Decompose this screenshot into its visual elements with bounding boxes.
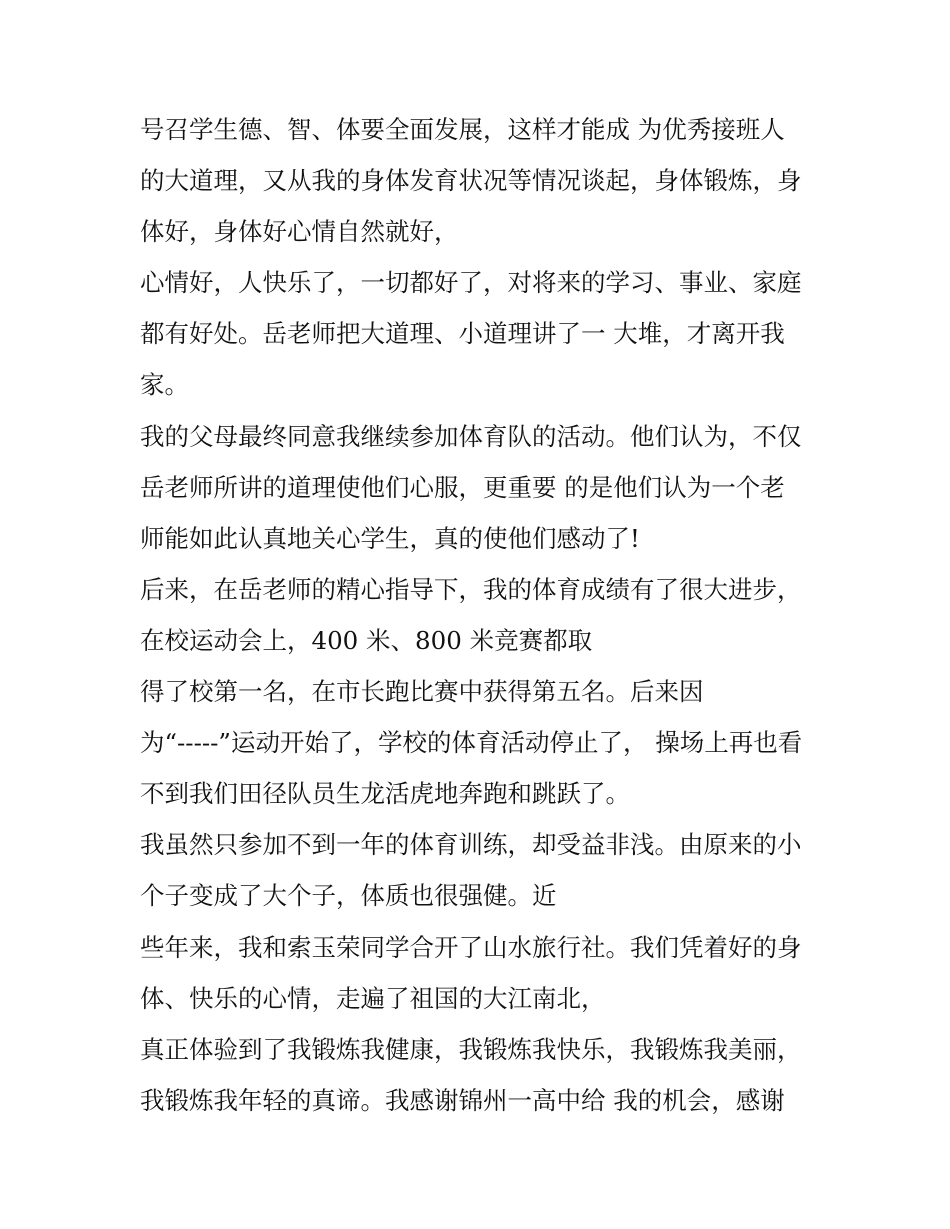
text-line-5: 都有好处。岳老师把大道理、小道理讲了一 大堆，才离开我 bbox=[140, 319, 785, 349]
text-line-7: 我的父母最终同意我继续参加体育队的活动。他们认为，不仅 bbox=[140, 421, 802, 451]
body-text bbox=[140, 104, 820, 1126]
text-line-3: 体好，身体好心情自然就好， bbox=[140, 217, 459, 247]
text-line-15: 我虽然只参加不到一年的体育训练，却受益非浅。由原来的小 bbox=[140, 830, 802, 860]
text-line-19: 真正体验到了我锻炼我健康，我锻炼我快乐，我锻炼我美丽， bbox=[140, 1034, 802, 1064]
text-line-11: 在校运动会上，400 米、800 米竞赛都取 bbox=[140, 625, 593, 655]
text-line-14: 不到我们田径队员生龙活虎地奔跑和跳跃了。 bbox=[140, 779, 630, 809]
text-line-17: 些年来，我和索玉荣同学合开了山水旅行社。我们凭着好的身 bbox=[140, 932, 802, 962]
text-line-13: 为“-----”运动开始了，学校的体育活动停止了， 操场上再也看 bbox=[140, 728, 803, 758]
text-line-9: 师能如此认真地关心学生，真的使他们感动了! bbox=[140, 523, 640, 553]
text-line-4: 心情好，人快乐了，一切都好了，对将来的学习、事业、家庭 bbox=[140, 268, 802, 298]
text-line-1: 号召学生德、智、体要全面发展，这样才能成 为优秀接班人 bbox=[140, 115, 785, 144]
text-line-12: 得了校第一名，在市长跑比赛中获得第五名。后来因 bbox=[140, 677, 704, 707]
text-line-6: 家。 bbox=[140, 370, 189, 400]
text-line-10: 后来，在岳老师的精心指导下，我的体育成绩有了很大进步， bbox=[140, 574, 802, 604]
text-line-18: 体、快乐的心情，走遍了祖国的大江南北， bbox=[140, 983, 606, 1013]
text-line-20: 我锻炼我年轻的真谛。我感谢锦州一高中给 我的机会，感谢 bbox=[140, 1085, 785, 1115]
text-line-16: 个子变成了大个子，体质也很强健。近 bbox=[140, 881, 557, 911]
text-line-2: 的大道理，又从我的身体发育状况等情况谈起，身体锻炼，身 bbox=[140, 166, 802, 196]
text-line-8: 岳老师所讲的道理使他们心服，更重要 的是他们认为一个老 bbox=[140, 472, 785, 502]
